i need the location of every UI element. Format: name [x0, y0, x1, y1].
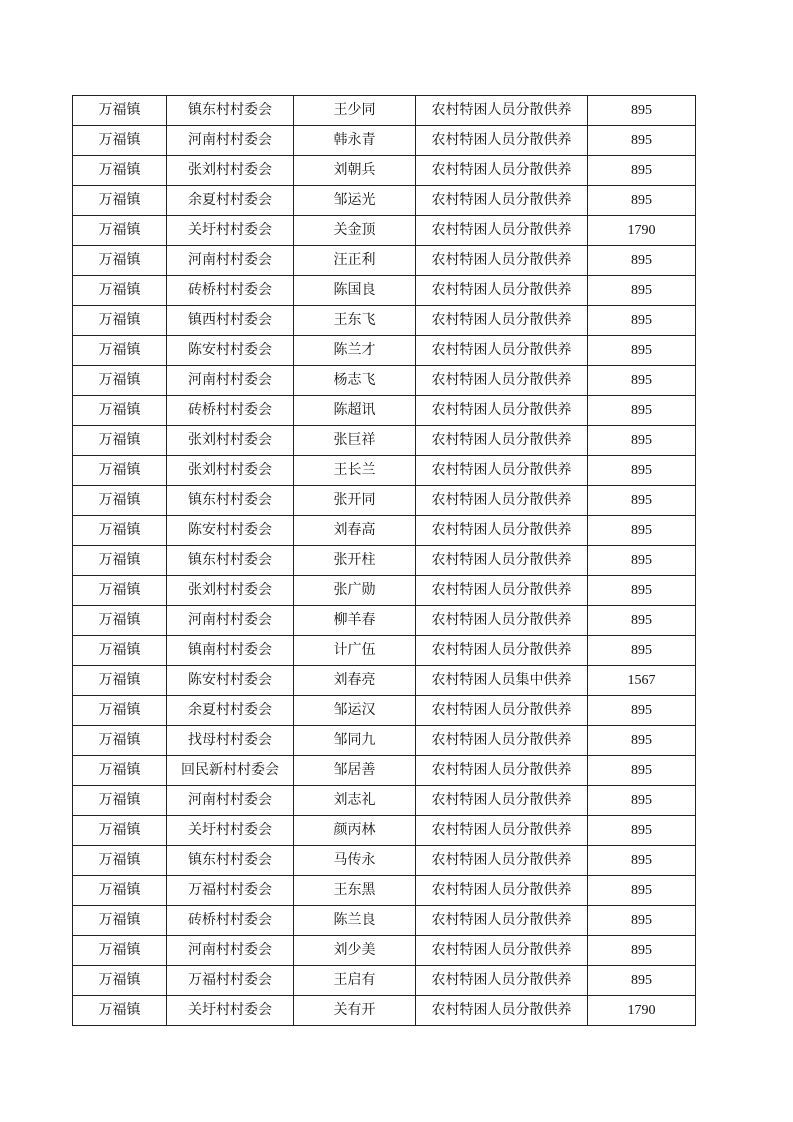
village-cell: 河南村村委会	[167, 126, 294, 156]
table-row	[73, 906, 696, 936]
town-cell: 万福镇	[73, 816, 167, 846]
amount-cell: 895	[588, 966, 696, 996]
table-row	[73, 156, 696, 186]
name-cell: 王长兰	[294, 456, 416, 486]
type-cell: 农村特困人员分散供养	[416, 966, 588, 996]
town-cell: 万福镇	[73, 636, 167, 666]
village-cell: 张刘村村委会	[167, 426, 294, 456]
village-cell: 河南村村委会	[167, 606, 294, 636]
town-cell: 万福镇	[73, 396, 167, 426]
name-cell: 刘朝兵	[294, 156, 416, 186]
name-cell: 王启有	[294, 966, 416, 996]
amount-cell: 895	[588, 156, 696, 186]
table-row	[73, 486, 696, 516]
table-row	[73, 216, 696, 246]
town-cell: 万福镇	[73, 126, 167, 156]
table-row	[73, 846, 696, 876]
town-cell: 万福镇	[73, 606, 167, 636]
village-cell: 找母村村委会	[167, 726, 294, 756]
name-cell: 陈国良	[294, 276, 416, 306]
village-cell: 镇东村村委会	[167, 96, 294, 126]
town-cell: 万福镇	[73, 756, 167, 786]
village-cell: 砖桥村村委会	[167, 396, 294, 426]
name-cell: 汪正利	[294, 246, 416, 276]
table-row	[73, 546, 696, 576]
town-cell: 万福镇	[73, 246, 167, 276]
name-cell: 韩永青	[294, 126, 416, 156]
type-cell: 农村特困人员分散供养	[416, 156, 588, 186]
type-cell: 农村特困人员分散供养	[416, 936, 588, 966]
table-row	[73, 876, 696, 906]
table-row	[73, 396, 696, 426]
name-cell: 邹居善	[294, 756, 416, 786]
type-cell: 农村特困人员分散供养	[416, 456, 588, 486]
town-cell: 万福镇	[73, 696, 167, 726]
town-cell: 万福镇	[73, 726, 167, 756]
name-cell: 计广伍	[294, 636, 416, 666]
town-cell: 万福镇	[73, 846, 167, 876]
type-cell: 农村特困人员分散供养	[416, 726, 588, 756]
town-cell: 万福镇	[73, 486, 167, 516]
amount-cell: 895	[588, 396, 696, 426]
village-cell: 关圩村村委会	[167, 816, 294, 846]
village-cell: 关圩村村委会	[167, 216, 294, 246]
amount-cell: 1790	[588, 216, 696, 246]
town-cell: 万福镇	[73, 786, 167, 816]
table-row	[73, 186, 696, 216]
amount-cell: 895	[588, 816, 696, 846]
amount-cell: 895	[588, 906, 696, 936]
village-cell: 余夏村村委会	[167, 186, 294, 216]
type-cell: 农村特困人员分散供养	[416, 576, 588, 606]
name-cell: 颜丙林	[294, 816, 416, 846]
amount-cell: 895	[588, 606, 696, 636]
name-cell: 关有开	[294, 996, 416, 1026]
table-row	[73, 366, 696, 396]
amount-cell: 895	[588, 546, 696, 576]
amount-cell: 895	[588, 846, 696, 876]
table-row	[73, 456, 696, 486]
amount-cell: 895	[588, 276, 696, 306]
amount-cell: 895	[588, 696, 696, 726]
type-cell: 农村特困人员分散供养	[416, 216, 588, 246]
name-cell: 张巨祥	[294, 426, 416, 456]
table-row	[73, 966, 696, 996]
town-cell: 万福镇	[73, 996, 167, 1026]
town-cell: 万福镇	[73, 966, 167, 996]
name-cell: 刘志礼	[294, 786, 416, 816]
village-cell: 河南村村委会	[167, 786, 294, 816]
type-cell: 农村特困人员分散供养	[416, 816, 588, 846]
table-row	[73, 816, 696, 846]
table-row	[73, 516, 696, 546]
amount-cell: 895	[588, 636, 696, 666]
type-cell: 农村特困人员分散供养	[416, 636, 588, 666]
table-row	[73, 696, 696, 726]
type-cell: 农村特困人员分散供养	[416, 426, 588, 456]
town-cell: 万福镇	[73, 186, 167, 216]
village-cell: 万福村村委会	[167, 876, 294, 906]
type-cell: 农村特困人员分散供养	[416, 336, 588, 366]
type-cell: 农村特困人员分散供养	[416, 906, 588, 936]
table-body	[73, 96, 696, 1026]
town-cell: 万福镇	[73, 516, 167, 546]
table-row	[73, 336, 696, 366]
table-row	[73, 996, 696, 1026]
table-row	[73, 786, 696, 816]
amount-cell: 895	[588, 366, 696, 396]
name-cell: 邹同九	[294, 726, 416, 756]
type-cell: 农村特困人员分散供养	[416, 126, 588, 156]
name-cell: 张开同	[294, 486, 416, 516]
name-cell: 邹运汉	[294, 696, 416, 726]
name-cell: 柳羊春	[294, 606, 416, 636]
type-cell: 农村特困人员分散供养	[416, 786, 588, 816]
town-cell: 万福镇	[73, 216, 167, 246]
type-cell: 农村特困人员分散供养	[416, 846, 588, 876]
town-cell: 万福镇	[73, 306, 167, 336]
village-cell: 镇西村村委会	[167, 306, 294, 336]
amount-cell: 895	[588, 576, 696, 606]
town-cell: 万福镇	[73, 666, 167, 696]
village-cell: 回民新村村委会	[167, 756, 294, 786]
village-cell: 河南村村委会	[167, 366, 294, 396]
town-cell: 万福镇	[73, 576, 167, 606]
village-cell: 砖桥村村委会	[167, 276, 294, 306]
village-cell: 河南村村委会	[167, 246, 294, 276]
table-row	[73, 756, 696, 786]
name-cell: 张开柱	[294, 546, 416, 576]
type-cell: 农村特困人员分散供养	[416, 186, 588, 216]
town-cell: 万福镇	[73, 96, 167, 126]
table-row	[73, 306, 696, 336]
town-cell: 万福镇	[73, 366, 167, 396]
name-cell: 王东飞	[294, 306, 416, 336]
village-cell: 张刘村村委会	[167, 576, 294, 606]
town-cell: 万福镇	[73, 156, 167, 186]
village-cell: 镇东村村委会	[167, 486, 294, 516]
name-cell: 王少同	[294, 96, 416, 126]
type-cell: 农村特困人员分散供养	[416, 876, 588, 906]
village-cell: 陈安村村委会	[167, 666, 294, 696]
village-cell: 万福村村委会	[167, 966, 294, 996]
amount-cell: 895	[588, 876, 696, 906]
recipient-table	[72, 95, 696, 1026]
village-cell: 镇南村村委会	[167, 636, 294, 666]
type-cell: 农村特困人员分散供养	[416, 606, 588, 636]
amount-cell: 895	[588, 426, 696, 456]
town-cell: 万福镇	[73, 276, 167, 306]
village-cell: 陈安村村委会	[167, 516, 294, 546]
name-cell: 刘春高	[294, 516, 416, 546]
town-cell: 万福镇	[73, 456, 167, 486]
amount-cell: 895	[588, 456, 696, 486]
name-cell: 王东黑	[294, 876, 416, 906]
table-row	[73, 246, 696, 276]
amount-cell: 895	[588, 96, 696, 126]
table-row	[73, 576, 696, 606]
type-cell: 农村特困人员集中供养	[416, 666, 588, 696]
name-cell: 杨志飞	[294, 366, 416, 396]
type-cell: 农村特困人员分散供养	[416, 546, 588, 576]
village-cell: 镇东村村委会	[167, 846, 294, 876]
amount-cell: 895	[588, 336, 696, 366]
town-cell: 万福镇	[73, 336, 167, 366]
village-cell: 砖桥村村委会	[167, 906, 294, 936]
name-cell: 刘春亮	[294, 666, 416, 696]
name-cell: 陈超讯	[294, 396, 416, 426]
amount-cell: 895	[588, 936, 696, 966]
table-row	[73, 426, 696, 456]
name-cell: 刘少美	[294, 936, 416, 966]
amount-cell: 895	[588, 246, 696, 276]
town-cell: 万福镇	[73, 906, 167, 936]
village-cell: 陈安村村委会	[167, 336, 294, 366]
name-cell: 陈兰才	[294, 336, 416, 366]
town-cell: 万福镇	[73, 426, 167, 456]
table-row	[73, 936, 696, 966]
amount-cell: 895	[588, 126, 696, 156]
type-cell: 农村特困人员分散供养	[416, 306, 588, 336]
name-cell: 陈兰良	[294, 906, 416, 936]
amount-cell: 895	[588, 306, 696, 336]
village-cell: 张刘村村委会	[167, 156, 294, 186]
document-page	[72, 95, 696, 1026]
village-cell: 河南村村委会	[167, 936, 294, 966]
amount-cell: 895	[588, 186, 696, 216]
type-cell: 农村特困人员分散供养	[416, 276, 588, 306]
type-cell: 农村特困人员分散供养	[416, 366, 588, 396]
type-cell: 农村特困人员分散供养	[416, 516, 588, 546]
name-cell: 马传永	[294, 846, 416, 876]
type-cell: 农村特困人员分散供养	[416, 396, 588, 426]
amount-cell: 895	[588, 516, 696, 546]
name-cell: 关金顶	[294, 216, 416, 246]
town-cell: 万福镇	[73, 876, 167, 906]
type-cell: 农村特困人员分散供养	[416, 696, 588, 726]
table-row	[73, 636, 696, 666]
type-cell: 农村特困人员分散供养	[416, 756, 588, 786]
amount-cell: 1790	[588, 996, 696, 1026]
type-cell: 农村特困人员分散供养	[416, 96, 588, 126]
table-row	[73, 276, 696, 306]
name-cell: 张广勋	[294, 576, 416, 606]
table-row	[73, 606, 696, 636]
table-row	[73, 126, 696, 156]
table-row	[73, 666, 696, 696]
type-cell: 农村特困人员分散供养	[416, 996, 588, 1026]
type-cell: 农村特困人员分散供养	[416, 246, 588, 276]
town-cell: 万福镇	[73, 546, 167, 576]
village-cell: 镇东村村委会	[167, 546, 294, 576]
type-cell: 农村特困人员分散供养	[416, 486, 588, 516]
amount-cell: 895	[588, 786, 696, 816]
name-cell: 邹运光	[294, 186, 416, 216]
amount-cell: 895	[588, 726, 696, 756]
amount-cell: 895	[588, 756, 696, 786]
table-row	[73, 96, 696, 126]
village-cell: 张刘村村委会	[167, 456, 294, 486]
town-cell: 万福镇	[73, 936, 167, 966]
table-row	[73, 726, 696, 756]
amount-cell: 1567	[588, 666, 696, 696]
amount-cell: 895	[588, 486, 696, 516]
village-cell: 余夏村村委会	[167, 696, 294, 726]
village-cell: 关圩村村委会	[167, 996, 294, 1026]
